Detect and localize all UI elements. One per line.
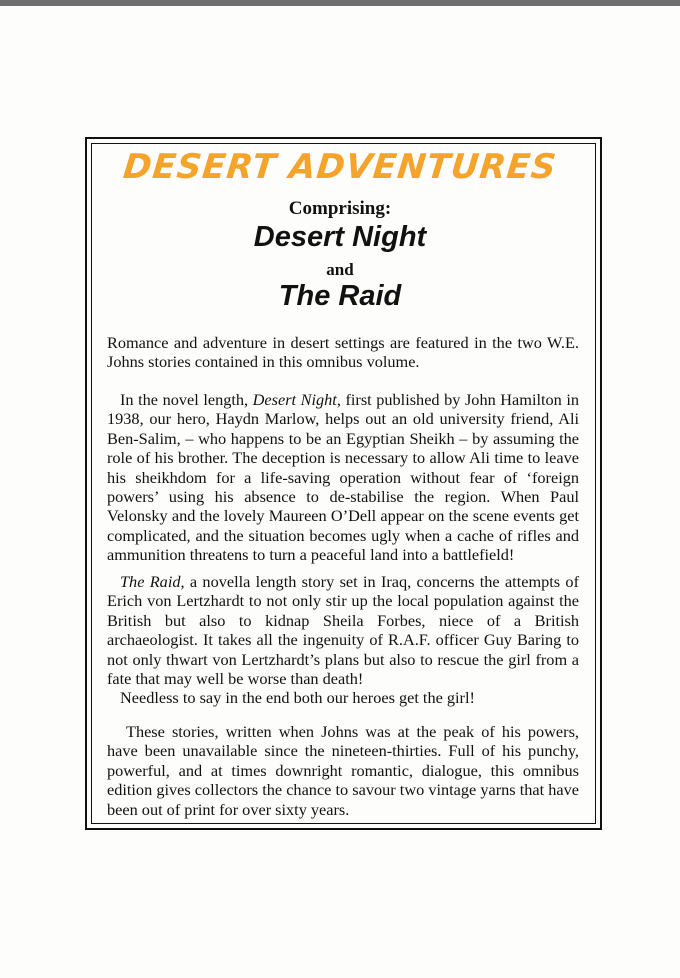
series-title: DESERT ADVENTURES: [121, 147, 559, 187]
desert-night-paragraph: [107, 390, 579, 565]
scan-top-edge: [0, 0, 680, 6]
para2-title: Desert Night: [252, 390, 337, 409]
comprising-label: Comprising:: [288, 198, 392, 219]
intro-paragraph: Romance and adventure in desert settings are featured in the two W.E. Johns stories contained in this omnibus volume.: [107, 333, 579, 372]
para2-start: In the novel length,: [120, 390, 253, 409]
book-title-the-raid: The Raid: [278, 280, 402, 312]
heroes-paragraph: Needless to say in the end both our heroes get the girl!: [120, 688, 475, 707]
para3-title: The Raid,: [120, 572, 185, 591]
and-label: and: [326, 260, 354, 279]
the-raid-paragraph: [107, 572, 579, 688]
para3-rest: a novella length story set in Iraq, concerns the attempts of Erich von Lertzhardt to not only stir up the local population against the British but also to kidnap Sheila Forbes, niece of a British archaeologist. It takes all the ingenuity of R.A.F. officer Guy Baring to not only thwart von Lertzhardt’s plans but also to rescue the girl from a fate that may well be worse than death!: [107, 572, 579, 689]
para2-rest: , first published by John Hamilton in 1938, our hero, Haydn Marlow, helps out an old university friend, Ali Ben-Salim, – who happens to be an Egyptian Sheikh – by assuming the role of his brother. The deception is necessary to allow Ali time to leave his sheikhdom for a life-saving operation without fear of ‘foreign powers’ using his absence to de-stabilise the region. When Paul Velonsky and the lovely Maureen O’Dell appear on the scene events get complicated, and the situation becomes ugly when a cache of rifles and ammunition threatens to turn a peaceful land into a battlefield!: [107, 390, 580, 565]
book-title-desert-night: Desert Night: [253, 221, 427, 253]
closing-paragraph: These stories, written when Johns was at the peak of his powers, have been unavailable since the nineteen-thirties. Full of his punchy, powerful, and at times downright romantic, dialogue, this omnibus edition gives collectors the chance to savour two vintage yarns that have been out of print for over sixty years.: [107, 722, 579, 819]
